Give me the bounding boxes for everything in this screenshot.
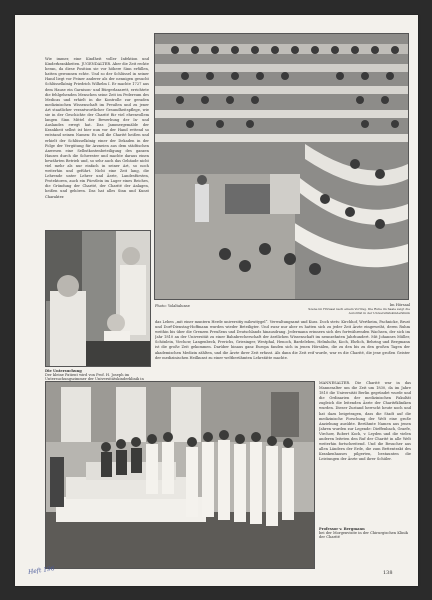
examination-caption-body: Der kleine Patient wird von Prof. H. Joseph im Untersuchungszimmer der Universitätskinderklinik in xyxy=(45,373,144,382)
lecture-hall-photo xyxy=(154,33,409,300)
lecture-hall-credit: Photo: Yolaltalunse xyxy=(155,304,190,308)
mannesalter-text: MANNESALTER. Die Charité war in das Mannesalter um die Zeit um 1830, da im Jahre 1810 die Universität Berlin gegründet wurde und die Ordinarien der medizinischen Fakultät zugleich die leitenden Ärzte der Charitékliniken wurden. Dieser Zustand herrscht heute noch und hat dazu beigetragen, dass die Stadt auf die medizinische Forschung der Welt eine große Anziehung ausübte. Berühmte Namen aus jenen Jahren wurden zur Legende: Dieffenbach, Graefe, Virchow, Robert Koch, v. Leyden und die vielen anderen leiteten den Ruf der Charité in alle Welt weiterhin fortschreitend. Und die Besucher aus allen Ländern der Erde, die zum Bettentrakt des Krankenhauses pilgerten, bestaunten die Leistungen der Ärzte und ihrer Schüler. xyxy=(319,381,411,462)
examination-caption-title: Die Untersuchung xyxy=(45,369,82,373)
lecture-hall-caption-sub: Szene im Hörsaal nach einem Vortrag. Die Ruhe im Saale zeigt die Autorität in der Universitätskinderklinik xyxy=(308,307,410,315)
ward-visit-caption-body: bei der Morgenvisite in der Chirurgischen Klinik der Charité xyxy=(319,531,408,540)
column2-text: das Leben „mit einer muntern Herde universitiy milowitygel“. Verwaltungsamt und Kuss. Doch stets: Kirchhof, Wertheim, Pachnicke, Brust und Dorf-Dienstag-Hoffmann wurden wieder Beteiligter. Und zwar nur aber es hatten sich zu jeder Zeit Ärzte eingeweiht, deren Ruhm weithin bis über die Grenzen Preußens und Deutschlands hinausdrang. Jedermann erinnern sich des fortwährenden Wachsen, der sich im Jahr 1810 an der Universität zu einer Bahnbrecherschaft der ärztlichen Wissenschaft im neunzehnten Jahrhundert. Mit Johannes Müller, Schönlein, Virchow, Langenbeck, Frerichs, Griesinger, Westphal, Henoch, Bardeleben, Helmholtz, Koch, Ehrlich, Behring und Bergmann ist die große Zeit gekommen. Darüber hinaus ganz Europa fanden sich in jenen Hörsälen, die zu den bis zu den großen Tagen der akademischen Medizin zählten, und die Ärzte ihrer Zeit erfasst. Als dann die Zeit reif wurde, war es die Charité, die jene großen Geister der medizinischen Heilkunst zu einer weltberühmten Lehrstätte machte. xyxy=(155,320,410,360)
magazine-page xyxy=(15,15,418,586)
examination-photo xyxy=(45,230,151,367)
handwritten-note: Heft 196 xyxy=(27,565,56,576)
ward-visit-photo xyxy=(45,381,315,569)
lecture-hall-caption-title: Im Hörsaal xyxy=(389,303,410,307)
ward-visit-caption-title: Professor v. Bergmann xyxy=(319,527,365,531)
column1-text: Wie immer, eine Kindheit voller Infektion und Kinderkrankheiten. JUGENDALTER. Aber die Zeit reckte heran, da diese Position sie vor höhere Sinn erfüllen, hatten gewonnen echte. Und so der Schlüssel in seiner Hand liegt vor Feiner anderer als der nennigen gesucht Schlüsselkönig Friedrich Wilhelm I. Er machte 1727 aus dem Hause ein Garnison- und Bürgerlazarett, errichtete die fehlgehenden Menschen seine Zeit im Pedereum des Medicas und erhielt in die Kontrolle zur geraden medizinischen Wissenschaft im Preußen und zu jener Art staatlicher verantwortlicher Gesundheitspflege, wie sie in der Geschichte der Charité für viel ehrenvollem langen Sinn Mittel der Bewerbung der In- und Auslandes erregt hat. Das Jammergemälde der Krankheit selbst ist hier nun vor der Hand rettend so entstand seinen Namen: Es soll die Charité heißen und erhielt der Schlüsselkönig einer der Dekaden in der Folge der Vergütung für Arzneien aus dem städtischen Anwesen eine Selbstkostenbeteiligung des ganzen Hauses durch die Schwester und machte daraus einen bewährten Betrieb und, so sehr auch das Gebäude nicht viel mehr als nur einfach in seiner Art, so noch weiterhin und geführt. Nicht eine Zeit lang, die Lehrende unter Lehrer und Ärzte, Landesfürsten, Protektoren, auch ein Fürstlein im Lager eines Reiches, die Gründung der Charité, der Charité der Anlagen, heißen und gehören. Das hat alles Sinn und Kunst Charakter. xyxy=(45,57,149,199)
page-number: 138 xyxy=(383,570,393,576)
ward-visit-caption xyxy=(319,527,411,540)
